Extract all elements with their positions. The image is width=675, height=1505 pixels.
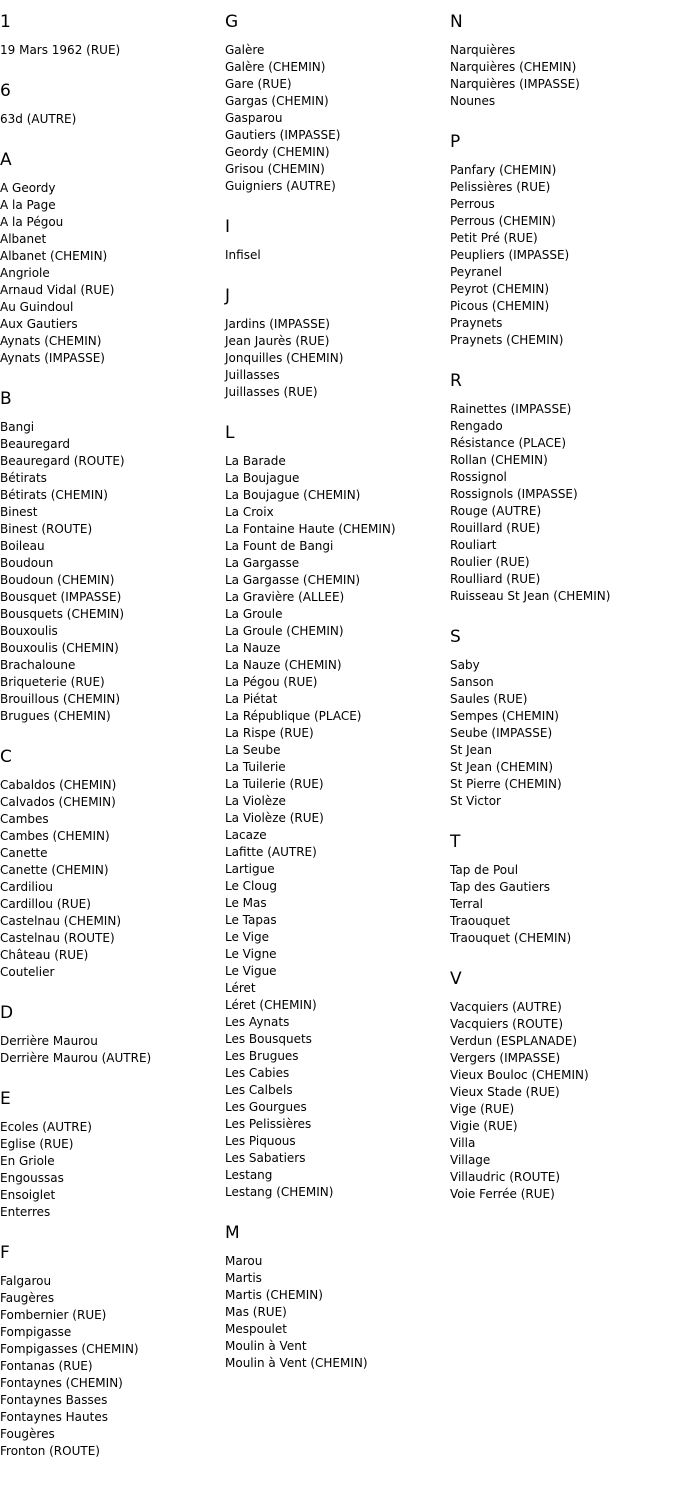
- street-list: [225, 316, 396, 401]
- street-name: St Pierre (CHEMIN): [450, 777, 562, 791]
- street-name: Rollan (CHEMIN): [450, 453, 548, 467]
- street-name: Vige (RUE): [450, 1102, 515, 1116]
- index-column: [0, 0, 151, 1460]
- section-letter: A: [0, 150, 12, 170]
- street-name: Boileau: [0, 539, 45, 553]
- street-name: Les Aynats: [225, 1015, 290, 1029]
- street-name: Les Bousquets: [225, 1032, 312, 1046]
- street-name: La Seube: [225, 743, 281, 757]
- street-list: [0, 42, 151, 59]
- street-name: La Piétat: [225, 692, 278, 706]
- street-list: [0, 1273, 151, 1460]
- street-name: Château (RUE): [0, 948, 89, 962]
- street-name: Mas (RUE): [225, 1305, 287, 1319]
- street-name: Le Mas: [225, 896, 267, 910]
- street-name: Léret (CHEMIN): [225, 998, 317, 1012]
- street-name: Traouquet (CHEMIN): [450, 931, 572, 945]
- street-name: Tap des Gautiers: [450, 880, 551, 894]
- street-name: Mespoulet: [225, 1322, 287, 1336]
- street-name: Lacaze: [225, 828, 267, 842]
- street-name: Seube (IMPASSE): [450, 726, 553, 740]
- street-list: [225, 247, 396, 264]
- index-column: [450, 0, 610, 1203]
- street-name: Canette (CHEMIN): [0, 863, 109, 877]
- street-name: Arnaud Vidal (RUE): [0, 283, 115, 297]
- street-name: La Tuilerie: [225, 760, 286, 774]
- street-name: Praynets: [450, 316, 503, 330]
- street-name: Roulier (RUE): [450, 555, 530, 569]
- street-name: Calvados (CHEMIN): [0, 795, 116, 809]
- street-name: Fontaynes (CHEMIN): [0, 1376, 123, 1390]
- street-list: [0, 419, 151, 725]
- street-name: Geordy (CHEMIN): [225, 145, 330, 159]
- street-name: Fontanas (RUE): [0, 1359, 93, 1373]
- street-name: Moulin à Vent: [225, 1339, 307, 1353]
- street-name: Canette: [0, 846, 48, 860]
- street-name: Castelnau (ROUTE): [0, 931, 115, 945]
- street-name: Brugues (CHEMIN): [0, 709, 111, 723]
- street-name: Roulliard (RUE): [450, 572, 541, 586]
- street-list: [225, 1253, 396, 1372]
- street-name: Rouliart: [450, 538, 497, 552]
- street-name: Galère: [225, 43, 265, 57]
- street-name: La Tuilerie (RUE): [225, 777, 324, 791]
- letter-group: [225, 0, 396, 195]
- street-name: Rossignol: [450, 470, 507, 484]
- letter-group: [0, 59, 151, 128]
- street-name: Perrous: [450, 197, 495, 211]
- letter-group: [450, 947, 610, 1203]
- letter-group: [450, 349, 610, 605]
- street-name: Cambes: [0, 812, 49, 826]
- street-name: Le Tapas: [225, 913, 277, 927]
- street-name: Binest (ROUTE): [0, 522, 93, 536]
- street-name: Briqueterie (RUE): [0, 675, 105, 689]
- street-name: Albanet (CHEMIN): [0, 249, 108, 263]
- street-name: Aynats (IMPASSE): [0, 351, 105, 365]
- street-name: Bétirats: [0, 471, 47, 485]
- letter-group: [0, 981, 151, 1067]
- letter-group: [450, 110, 610, 349]
- street-list: [450, 862, 610, 947]
- letter-group: [0, 367, 151, 725]
- letter-group: [225, 195, 396, 264]
- street-name: Rossignols (IMPASSE): [450, 487, 578, 501]
- street-list: [450, 999, 610, 1203]
- section-letter: F: [0, 1243, 10, 1263]
- section-letter: M: [225, 1223, 240, 1243]
- street-name: Boudoun: [0, 556, 54, 570]
- street-name: La Groule: [225, 607, 283, 621]
- street-name: La Gargasse (CHEMIN): [225, 573, 361, 587]
- letter-group: [225, 401, 396, 1201]
- street-name: Villa: [450, 1136, 476, 1150]
- street-name: Narquières (IMPASSE): [450, 77, 580, 91]
- street-name: Grisou (CHEMIN): [225, 162, 325, 176]
- street-name: Albanet: [0, 232, 47, 246]
- street-name: Vieux Bouloc (CHEMIN): [450, 1068, 589, 1082]
- street-name: Bangi: [0, 420, 35, 434]
- street-name: Fompigasse: [0, 1325, 72, 1339]
- street-name: Village: [450, 1153, 491, 1167]
- street-name: Les Gourgues: [225, 1100, 307, 1114]
- section-letter: T: [450, 832, 461, 852]
- street-name: Fombernier (RUE): [0, 1308, 107, 1322]
- street-name: Angriole: [0, 266, 50, 280]
- street-name: Voie Ferrée (RUE): [450, 1187, 555, 1201]
- street-name: Tap de Poul: [450, 863, 519, 877]
- street-name: Castelnau (CHEMIN): [0, 914, 122, 928]
- street-name: Sanson: [450, 675, 494, 689]
- street-name: Lafitte (AUTRE): [225, 845, 317, 859]
- street-name: Fronton (ROUTE): [0, 1444, 100, 1458]
- street-list: [0, 1119, 151, 1221]
- street-name: La Boujague: [225, 471, 300, 485]
- letter-group: [0, 1221, 151, 1460]
- section-letter: P: [450, 132, 461, 152]
- street-name: Narquières: [450, 43, 516, 57]
- street-name: 63d (AUTRE): [0, 112, 77, 126]
- street-name: Aynats (CHEMIN): [0, 334, 102, 348]
- street-name: Galère (CHEMIN): [225, 60, 326, 74]
- section-letter: I: [225, 217, 231, 237]
- street-name: A Geordy: [0, 181, 56, 195]
- street-name: Sempes (CHEMIN): [450, 709, 559, 723]
- section-letter: V: [450, 969, 462, 989]
- street-name: Ruisseau St Jean (CHEMIN): [450, 589, 611, 603]
- street-name: La Groule (CHEMIN): [225, 624, 344, 638]
- street-name: Brachaloune: [0, 658, 76, 672]
- letter-group: [225, 1201, 396, 1372]
- street-name: Fontaynes Hautes: [0, 1410, 108, 1424]
- street-name: La Gargasse: [225, 556, 300, 570]
- street-name: Gare (RUE): [225, 77, 292, 91]
- street-name: La République (PLACE): [225, 709, 362, 723]
- section-letter: D: [0, 1003, 14, 1023]
- street-name: Binest: [0, 505, 38, 519]
- street-name: Rengado: [450, 419, 503, 433]
- street-name: Cabaldos (CHEMIN): [0, 778, 117, 792]
- street-name: Aux Gautiers: [0, 317, 78, 331]
- street-name: Vieux Stade (RUE): [450, 1085, 560, 1099]
- street-name: Saby: [450, 658, 480, 672]
- street-name: Bouxoulis (CHEMIN): [0, 641, 119, 655]
- street-name: St Jean: [450, 743, 493, 757]
- section-letter: E: [0, 1089, 11, 1109]
- street-name: 19 Mars 1962 (RUE): [0, 43, 121, 57]
- street-name: Le Vigue: [225, 964, 277, 978]
- section-letter: 6: [0, 81, 11, 101]
- street-name: Derrière Maurou (AUTRE): [0, 1051, 152, 1065]
- street-name: St Victor: [450, 794, 501, 808]
- street-name: Fougères: [0, 1427, 55, 1441]
- street-name: Marou: [225, 1254, 263, 1268]
- street-name: A la Pégou: [0, 215, 64, 229]
- street-name: La Violèze: [225, 794, 286, 808]
- street-name: Villaudric (ROUTE): [450, 1170, 561, 1184]
- street-name: Peyranel: [450, 265, 502, 279]
- street-name: Bétirats (CHEMIN): [0, 488, 108, 502]
- street-name: Bouxoulis: [0, 624, 58, 638]
- street-name: Martis (CHEMIN): [225, 1288, 323, 1302]
- street-name: Rouillard (RUE): [450, 521, 541, 535]
- street-name: Narquières (CHEMIN): [450, 60, 577, 74]
- section-letter: B: [0, 389, 12, 409]
- section-letter: G: [225, 12, 239, 32]
- street-name: En Griole: [0, 1154, 55, 1168]
- letter-group: [225, 264, 396, 401]
- street-list: [225, 42, 396, 195]
- street-name: Petit Pré (RUE): [450, 231, 538, 245]
- street-name: La Barade: [225, 454, 286, 468]
- street-name: Fompigasses (CHEMIN): [0, 1342, 139, 1356]
- street-name: La Fount de Bangi: [225, 539, 334, 553]
- section-letter: S: [450, 627, 461, 647]
- street-name: Les Piquous: [225, 1134, 296, 1148]
- street-list: [450, 657, 610, 810]
- street-name: Lestang (CHEMIN): [225, 1185, 334, 1199]
- street-name: Bousquets (CHEMIN): [0, 607, 125, 621]
- street-name: Terral: [450, 897, 484, 911]
- street-name: La Nauze (CHEMIN): [225, 658, 342, 672]
- street-name: Infisel: [225, 248, 261, 262]
- street-name: Rainettes (IMPASSE): [450, 402, 572, 416]
- street-name: Peyrot (CHEMIN): [450, 282, 550, 296]
- street-name: Vergers (IMPASSE): [450, 1051, 561, 1065]
- street-name: Les Pelissières: [225, 1117, 312, 1131]
- street-name: Picous (CHEMIN): [450, 299, 550, 313]
- street-name: Verdun (ESPLANADE): [450, 1034, 578, 1048]
- street-list: [450, 162, 610, 349]
- section-letter: C: [0, 747, 12, 767]
- street-name: Les Cabies: [225, 1066, 290, 1080]
- street-name: Le Vigne: [225, 947, 277, 961]
- letter-group: [0, 725, 151, 981]
- street-name: Ensoiglet: [0, 1188, 56, 1202]
- street-name: Le Vige: [225, 930, 269, 944]
- street-name: Panfary (CHEMIN): [450, 163, 557, 177]
- street-name: Juillasses: [225, 368, 280, 382]
- street-name: Beauregard: [0, 437, 70, 451]
- street-name: Lestang: [225, 1168, 273, 1182]
- street-name: Les Brugues: [225, 1049, 299, 1063]
- street-name: Traouquet: [450, 914, 511, 928]
- street-name: Coutelier: [0, 965, 55, 979]
- letter-group: [0, 1067, 151, 1221]
- letter-group: [450, 0, 610, 110]
- street-name: Ecoles (AUTRE): [0, 1120, 92, 1134]
- street-name: La Pégou (RUE): [225, 675, 318, 689]
- letter-group: [0, 128, 151, 367]
- street-name: Engoussas: [0, 1171, 64, 1185]
- street-name: Rouge (AUTRE): [450, 504, 542, 518]
- street-name: Au Guindoul: [0, 300, 74, 314]
- street-name: St Jean (CHEMIN): [450, 760, 554, 774]
- street-name: Jonquilles (CHEMIN): [225, 351, 344, 365]
- street-name: Pelissières (RUE): [450, 180, 551, 194]
- street-name: Moulin à Vent (CHEMIN): [225, 1356, 368, 1370]
- street-name: Eglise (RUE): [0, 1137, 74, 1151]
- street-name: Falgarou: [0, 1274, 52, 1288]
- street-name: Guigniers (AUTRE): [225, 179, 336, 193]
- street-name: Jardins (IMPASSE): [225, 317, 330, 331]
- street-name: Brouillous (CHEMIN): [0, 692, 121, 706]
- street-name: Résistance (PLACE): [450, 436, 566, 450]
- street-name: Fontaynes Basses: [0, 1393, 108, 1407]
- street-name: Juillasses (RUE): [225, 385, 318, 399]
- letter-group: [450, 605, 610, 810]
- street-name: Perrous (CHEMIN): [450, 214, 556, 228]
- street-name: La Violèze (RUE): [225, 811, 324, 825]
- street-list: [450, 401, 610, 605]
- street-list: [0, 777, 151, 981]
- street-list: [225, 453, 396, 1201]
- street-list: [0, 111, 151, 128]
- street-name: Les Calbels: [225, 1083, 293, 1097]
- letter-group: [0, 0, 151, 59]
- street-name: Cardillou (RUE): [0, 897, 91, 911]
- section-letter: R: [450, 371, 462, 391]
- street-name: Le Cloug: [225, 879, 277, 893]
- street-name: Gautiers (IMPASSE): [225, 128, 341, 142]
- street-name: Derrière Maurou: [0, 1034, 98, 1048]
- letter-group: [450, 810, 610, 947]
- street-name: La Gravière (ALLEE): [225, 590, 345, 604]
- street-name: Faugères: [0, 1291, 55, 1305]
- street-name: Cambes (CHEMIN): [0, 829, 110, 843]
- street-name: Cardiliou: [0, 880, 54, 894]
- street-name: Peupliers (IMPASSE): [450, 248, 570, 262]
- street-name: Léret: [225, 981, 256, 995]
- street-name: Gasparou: [225, 111, 283, 125]
- street-name: Martis: [225, 1271, 262, 1285]
- street-name: Nounes: [450, 94, 496, 108]
- street-name: Lartigue: [225, 862, 275, 876]
- section-letter: L: [225, 423, 235, 443]
- index-column: [225, 0, 396, 1372]
- section-letter: J: [225, 286, 231, 306]
- street-name: La Boujague (CHEMIN): [225, 488, 361, 502]
- street-name: Gargas (CHEMIN): [225, 94, 329, 108]
- street-name: La Rispe (RUE): [225, 726, 314, 740]
- street-list: [0, 180, 151, 367]
- street-name: Beauregard (ROUTE): [0, 454, 125, 468]
- street-name: Praynets (CHEMIN): [450, 333, 564, 347]
- street-name: Boudoun (CHEMIN): [0, 573, 115, 587]
- street-name: Vacquiers (AUTRE): [450, 1000, 562, 1014]
- street-name: Saules (RUE): [450, 692, 528, 706]
- street-list: [0, 1033, 151, 1067]
- street-name: Enterres: [0, 1205, 51, 1219]
- street-name: Les Sabatiers: [225, 1151, 306, 1165]
- street-name: Vacquiers (ROUTE): [450, 1017, 564, 1031]
- street-list: [450, 42, 610, 110]
- street-name: Jean Jaurès (RUE): [225, 334, 330, 348]
- street-name: La Fontaine Haute (CHEMIN): [225, 522, 396, 536]
- street-name: La Nauze: [225, 641, 281, 655]
- street-name: La Croix: [225, 505, 274, 519]
- section-letter: 1: [0, 12, 11, 32]
- street-name: Vigie (RUE): [450, 1119, 518, 1133]
- section-letter: N: [450, 12, 463, 32]
- street-name: A la Page: [0, 198, 56, 212]
- street-name: Bousquet (IMPASSE): [0, 590, 122, 604]
